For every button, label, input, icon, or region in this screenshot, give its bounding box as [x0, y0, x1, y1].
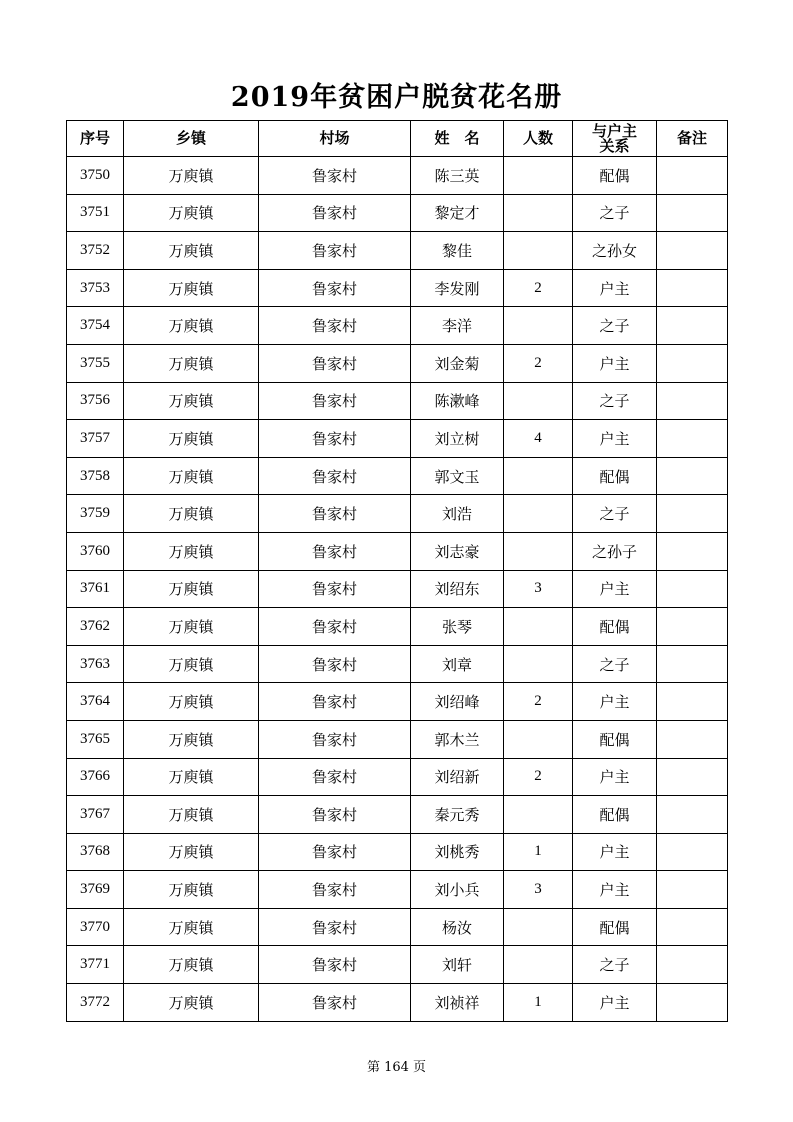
- table-row: [67, 946, 728, 984]
- cell-relation: 户主: [573, 833, 657, 871]
- roster-table: [66, 120, 728, 1022]
- cell-relation: 之子: [573, 307, 657, 345]
- cell-town: 万庾镇: [124, 232, 259, 270]
- cell-town: 万庾镇: [124, 758, 259, 796]
- table-row: [67, 984, 728, 1022]
- cell-remark: [657, 645, 728, 683]
- cell-town: 万庾镇: [124, 269, 259, 307]
- cell-town: 万庾镇: [124, 457, 259, 495]
- table-row: [67, 720, 728, 758]
- cell-seq: 3761: [67, 570, 124, 608]
- cell-relation: 之子: [573, 382, 657, 420]
- cell-remark: [657, 269, 728, 307]
- cell-remark: [657, 984, 728, 1022]
- cell-village: 鲁家村: [259, 645, 411, 683]
- table-body: [67, 157, 728, 1022]
- cell-count: [504, 796, 573, 834]
- cell-town: 万庾镇: [124, 720, 259, 758]
- cell-relation: 户主: [573, 570, 657, 608]
- table-row: [67, 908, 728, 946]
- cell-town: 万庾镇: [124, 833, 259, 871]
- cell-village: 鲁家村: [259, 758, 411, 796]
- cell-relation: 户主: [573, 758, 657, 796]
- cell-seq: 3751: [67, 194, 124, 232]
- cell-name: 黎佳: [411, 232, 504, 270]
- table-row: [67, 532, 728, 570]
- cell-name: 刘绍东: [411, 570, 504, 608]
- cell-count: [504, 194, 573, 232]
- cell-seq: 3765: [67, 720, 124, 758]
- cell-village: 鲁家村: [259, 457, 411, 495]
- cell-name: 郭文玉: [411, 457, 504, 495]
- header-row: [67, 121, 728, 157]
- cell-count: [504, 908, 573, 946]
- cell-seq: 3763: [67, 645, 124, 683]
- table-row: [67, 382, 728, 420]
- cell-village: 鲁家村: [259, 683, 411, 721]
- cell-seq: 3757: [67, 420, 124, 458]
- cell-relation: 户主: [573, 420, 657, 458]
- cell-seq: 3756: [67, 382, 124, 420]
- cell-relation: 户主: [573, 344, 657, 382]
- cell-remark: [657, 908, 728, 946]
- table-row: [67, 307, 728, 345]
- cell-count: 3: [504, 871, 573, 909]
- cell-village: 鲁家村: [259, 720, 411, 758]
- cell-seq: 3767: [67, 796, 124, 834]
- cell-seq: 3766: [67, 758, 124, 796]
- cell-remark: [657, 946, 728, 984]
- cell-village: 鲁家村: [259, 344, 411, 382]
- cell-count: [504, 645, 573, 683]
- cell-count: 2: [504, 683, 573, 721]
- cell-count: [504, 157, 573, 195]
- cell-village: 鲁家村: [259, 307, 411, 345]
- cell-town: 万庾镇: [124, 570, 259, 608]
- cell-remark: [657, 495, 728, 533]
- cell-name: 刘小兵: [411, 871, 504, 909]
- cell-village: 鲁家村: [259, 908, 411, 946]
- cell-seq: 3762: [67, 608, 124, 646]
- cell-remark: [657, 157, 728, 195]
- cell-village: 鲁家村: [259, 382, 411, 420]
- cell-town: 万庾镇: [124, 532, 259, 570]
- cell-relation: 之子: [573, 194, 657, 232]
- cell-name: 刘志豪: [411, 532, 504, 570]
- cell-village: 鲁家村: [259, 984, 411, 1022]
- cell-count: [504, 720, 573, 758]
- cell-village: 鲁家村: [259, 608, 411, 646]
- cell-name: 陈漱峰: [411, 382, 504, 420]
- table-row: [67, 420, 728, 458]
- cell-village: 鲁家村: [259, 833, 411, 871]
- table-row: [67, 157, 728, 195]
- cell-village: 鲁家村: [259, 532, 411, 570]
- cell-name: 陈三英: [411, 157, 504, 195]
- cell-remark: [657, 382, 728, 420]
- cell-relation: 之子: [573, 946, 657, 984]
- header-relation: [573, 121, 657, 157]
- cell-remark: [657, 570, 728, 608]
- cell-village: 鲁家村: [259, 495, 411, 533]
- cell-name: 刘轩: [411, 946, 504, 984]
- header-remark: 备注: [657, 121, 728, 157]
- cell-remark: [657, 720, 728, 758]
- cell-name: 张琴: [411, 608, 504, 646]
- cell-village: 鲁家村: [259, 946, 411, 984]
- cell-count: [504, 495, 573, 533]
- cell-relation: 之子: [573, 495, 657, 533]
- cell-remark: [657, 457, 728, 495]
- cell-count: 2: [504, 269, 573, 307]
- cell-village: 鲁家村: [259, 570, 411, 608]
- cell-seq: 3771: [67, 946, 124, 984]
- table-row: [67, 608, 728, 646]
- table-row: [67, 344, 728, 382]
- cell-seq: 3750: [67, 157, 124, 195]
- cell-seq: 3755: [67, 344, 124, 382]
- cell-remark: [657, 532, 728, 570]
- cell-town: 万庾镇: [124, 382, 259, 420]
- cell-village: 鲁家村: [259, 232, 411, 270]
- cell-remark: [657, 420, 728, 458]
- cell-seq: 3769: [67, 871, 124, 909]
- cell-count: 1: [504, 833, 573, 871]
- header-relation-line2: 关系: [599, 136, 630, 155]
- cell-relation: 户主: [573, 683, 657, 721]
- cell-name: 刘绍新: [411, 758, 504, 796]
- cell-seq: 3759: [67, 495, 124, 533]
- cell-count: [504, 457, 573, 495]
- cell-relation: 配偶: [573, 457, 657, 495]
- cell-relation: 户主: [573, 269, 657, 307]
- cell-town: 万庾镇: [124, 683, 259, 721]
- cell-seq: 3752: [67, 232, 124, 270]
- cell-relation: 之孙女: [573, 232, 657, 270]
- cell-seq: 3753: [67, 269, 124, 307]
- table-row: [67, 871, 728, 909]
- page-number: 第 164 页: [366, 1060, 427, 1075]
- cell-name: 刘浩: [411, 495, 504, 533]
- cell-village: 鲁家村: [259, 194, 411, 232]
- cell-relation: 配偶: [573, 720, 657, 758]
- table-row: [67, 269, 728, 307]
- cell-name: 郭木兰: [411, 720, 504, 758]
- cell-town: 万庾镇: [124, 946, 259, 984]
- cell-remark: [657, 232, 728, 270]
- cell-name: 杨汝: [411, 908, 504, 946]
- cell-village: 鲁家村: [259, 796, 411, 834]
- cell-town: 万庾镇: [124, 194, 259, 232]
- cell-name: 刘立树: [411, 420, 504, 458]
- cell-village: 鲁家村: [259, 420, 411, 458]
- cell-town: 万庾镇: [124, 984, 259, 1022]
- cell-relation: 配偶: [573, 608, 657, 646]
- cell-seq: 3760: [67, 532, 124, 570]
- table-row: [67, 833, 728, 871]
- table-row: [67, 683, 728, 721]
- cell-town: 万庾镇: [124, 495, 259, 533]
- cell-town: 万庾镇: [124, 420, 259, 458]
- cell-town: 万庾镇: [124, 157, 259, 195]
- table-row: [67, 796, 728, 834]
- cell-town: 万庾镇: [124, 871, 259, 909]
- cell-name: 刘金菊: [411, 344, 504, 382]
- table-row: [67, 194, 728, 232]
- cell-remark: [657, 344, 728, 382]
- cell-town: 万庾镇: [124, 608, 259, 646]
- cell-relation: 配偶: [573, 796, 657, 834]
- cell-town: 万庾镇: [124, 307, 259, 345]
- cell-relation: 户主: [573, 984, 657, 1022]
- cell-count: 2: [504, 344, 573, 382]
- cell-seq: 3758: [67, 457, 124, 495]
- header-village: 村场: [259, 121, 411, 157]
- table-row: [67, 495, 728, 533]
- cell-count: [504, 232, 573, 270]
- table-row: [67, 758, 728, 796]
- header-seq: 序号: [67, 121, 124, 157]
- cell-count: [504, 532, 573, 570]
- cell-seq: 3768: [67, 833, 124, 871]
- cell-remark: [657, 796, 728, 834]
- table-row: [67, 645, 728, 683]
- cell-relation: 之孙子: [573, 532, 657, 570]
- header-town: 乡镇: [124, 121, 259, 157]
- cell-remark: [657, 307, 728, 345]
- cell-village: 鲁家村: [259, 157, 411, 195]
- cell-seq: 3772: [67, 984, 124, 1022]
- cell-seq: 3764: [67, 683, 124, 721]
- cell-remark: [657, 194, 728, 232]
- cell-count: [504, 307, 573, 345]
- cell-relation: 配偶: [573, 157, 657, 195]
- cell-name: 秦元秀: [411, 796, 504, 834]
- cell-name: 刘绍峰: [411, 683, 504, 721]
- table-header: [67, 121, 728, 157]
- cell-name: 刘祯祥: [411, 984, 504, 1022]
- cell-name: 刘桃秀: [411, 833, 504, 871]
- cell-count: 2: [504, 758, 573, 796]
- cell-name: 李洋: [411, 307, 504, 345]
- cell-village: 鲁家村: [259, 269, 411, 307]
- cell-town: 万庾镇: [124, 796, 259, 834]
- cell-count: 4: [504, 420, 573, 458]
- cell-town: 万庾镇: [124, 908, 259, 946]
- cell-remark: [657, 608, 728, 646]
- table-row: [67, 457, 728, 495]
- cell-remark: [657, 833, 728, 871]
- cell-count: [504, 608, 573, 646]
- cell-count: 3: [504, 570, 573, 608]
- cell-relation: 配偶: [573, 908, 657, 946]
- header-relation-line1: 与户主: [591, 121, 637, 140]
- header-name: 姓 名: [411, 121, 504, 157]
- cell-name: 刘章: [411, 645, 504, 683]
- cell-seq: 3770: [67, 908, 124, 946]
- header-count: 人数: [504, 121, 573, 157]
- cell-count: 1: [504, 984, 573, 1022]
- cell-relation: 户主: [573, 871, 657, 909]
- cell-town: 万庾镇: [124, 344, 259, 382]
- cell-name: 黎定才: [411, 194, 504, 232]
- cell-seq: 3754: [67, 307, 124, 345]
- cell-count: [504, 946, 573, 984]
- cell-remark: [657, 758, 728, 796]
- table-row: [67, 570, 728, 608]
- cell-relation: 之子: [573, 645, 657, 683]
- cell-remark: [657, 871, 728, 909]
- cell-name: 李发刚: [411, 269, 504, 307]
- cell-count: [504, 382, 573, 420]
- document-title: 2019年贫困户脱贫花名册: [230, 82, 563, 113]
- table-row: [67, 232, 728, 270]
- cell-town: 万庾镇: [124, 645, 259, 683]
- cell-remark: [657, 683, 728, 721]
- cell-village: 鲁家村: [259, 871, 411, 909]
